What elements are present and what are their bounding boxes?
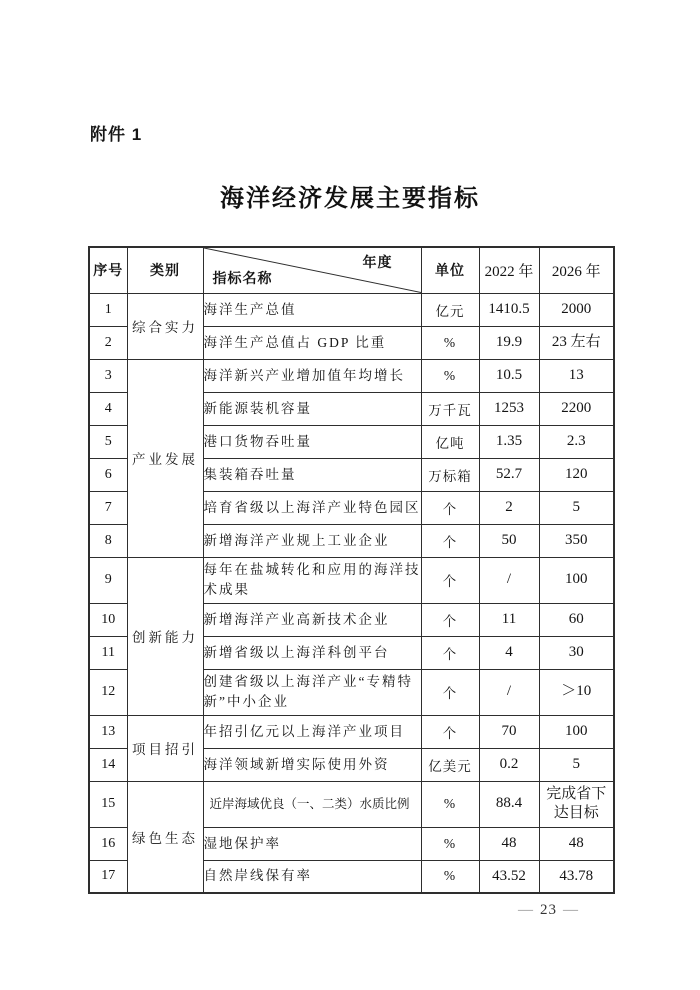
table-row bbox=[89, 359, 614, 392]
unit-cell: 万标箱 bbox=[421, 458, 479, 491]
category-cell: 综合实力 bbox=[127, 293, 203, 359]
page-number bbox=[512, 902, 585, 919]
row-index-cell: 5 bbox=[89, 425, 127, 458]
unit-cell: 个 bbox=[421, 557, 479, 603]
value-2022-cell: 70 bbox=[479, 715, 539, 748]
value-2022-cell: 48 bbox=[479, 827, 539, 860]
value-2026-cell: ＞10 bbox=[539, 669, 614, 715]
header-year-2022: 2022 年 bbox=[479, 247, 539, 293]
row-index-cell: 2 bbox=[89, 326, 127, 359]
indicator-cell: 海洋生产总值占 GDP 比重 bbox=[203, 326, 421, 359]
value-2022-cell: 11 bbox=[479, 603, 539, 636]
indicator-cell: 新增海洋产业高新技术企业 bbox=[203, 603, 421, 636]
indicators-table bbox=[88, 246, 615, 894]
value-2022-cell: 19.9 bbox=[479, 326, 539, 359]
row-index-cell: 17 bbox=[89, 860, 127, 893]
unit-cell: 个 bbox=[421, 603, 479, 636]
value-2022-cell: 0.2 bbox=[479, 748, 539, 781]
value-2022-cell: / bbox=[479, 557, 539, 603]
category-cell: 绿色生态 bbox=[127, 781, 203, 893]
indicator-cell: 新增海洋产业规上工业企业 bbox=[203, 524, 421, 557]
indicator-cell: 新增省级以上海洋科创平台 bbox=[203, 636, 421, 669]
category-cell: 产业发展 bbox=[127, 359, 203, 557]
value-2026-cell: 350 bbox=[539, 524, 614, 557]
row-index-cell: 16 bbox=[89, 827, 127, 860]
indicator-cell: 自然岸线保有率 bbox=[203, 860, 421, 893]
unit-cell: % bbox=[421, 860, 479, 893]
indicator-cell: 新能源装机容量 bbox=[203, 392, 421, 425]
value-2026-cell: 100 bbox=[539, 557, 614, 603]
value-2022-cell: 52.7 bbox=[479, 458, 539, 491]
indicator-cell: 港口货物吞吐量 bbox=[203, 425, 421, 458]
unit-cell: % bbox=[421, 781, 479, 827]
row-index-cell: 7 bbox=[89, 491, 127, 524]
header-unit: 单位 bbox=[421, 247, 479, 293]
header-index: 序号 bbox=[89, 247, 127, 293]
value-2026-cell: 2200 bbox=[539, 392, 614, 425]
value-2022-cell: 10.5 bbox=[479, 359, 539, 392]
unit-cell: 万千瓦 bbox=[421, 392, 479, 425]
attachment-label: 附件 1 bbox=[90, 125, 143, 144]
row-index-cell: 13 bbox=[89, 715, 127, 748]
page-number-dash-right: — bbox=[563, 902, 579, 918]
unit-cell: 亿美元 bbox=[421, 748, 479, 781]
indicator-cell: 培育省级以上海洋产业特色园区 bbox=[203, 491, 421, 524]
table-row bbox=[89, 293, 614, 326]
indicator-cell: 集装箱吞吐量 bbox=[203, 458, 421, 491]
value-2026-cell: 100 bbox=[539, 715, 614, 748]
value-2022-cell: 1253 bbox=[479, 392, 539, 425]
row-index-cell: 14 bbox=[89, 748, 127, 781]
row-index-cell: 15 bbox=[89, 781, 127, 827]
unit-cell: 个 bbox=[421, 636, 479, 669]
value-2022-cell: 1410.5 bbox=[479, 293, 539, 326]
unit-cell: % bbox=[421, 359, 479, 392]
indicator-cell: 年招引亿元以上海洋产业项目 bbox=[203, 715, 421, 748]
indicator-cell: 近岸海域优良（一、二类）水质比例 bbox=[203, 781, 421, 827]
value-2026-cell: 60 bbox=[539, 603, 614, 636]
unit-cell: 个 bbox=[421, 715, 479, 748]
value-2026-cell: 完成省下达目标 bbox=[539, 781, 614, 827]
value-2026-cell: 30 bbox=[539, 636, 614, 669]
value-2022-cell: 43.52 bbox=[479, 860, 539, 893]
indicator-cell: 创建省级以上海洋产业“专精特新”中小企业 bbox=[203, 669, 421, 715]
value-2026-cell: 5 bbox=[539, 491, 614, 524]
value-2022-cell: / bbox=[479, 669, 539, 715]
value-2022-cell: 88.4 bbox=[479, 781, 539, 827]
value-2026-cell: 48 bbox=[539, 827, 614, 860]
value-2022-cell: 2 bbox=[479, 491, 539, 524]
row-index-cell: 1 bbox=[89, 293, 127, 326]
row-index-cell: 8 bbox=[89, 524, 127, 557]
unit-cell: % bbox=[421, 827, 479, 860]
table-header-row bbox=[89, 247, 614, 293]
value-2026-cell: 120 bbox=[539, 458, 614, 491]
row-index-cell: 6 bbox=[89, 458, 127, 491]
value-2022-cell: 50 bbox=[479, 524, 539, 557]
value-2026-cell: 23 左右 bbox=[539, 326, 614, 359]
page-title: 海洋经济发展主要指标 bbox=[220, 186, 480, 212]
unit-cell: 亿元 bbox=[421, 293, 479, 326]
row-index-cell: 9 bbox=[89, 557, 127, 603]
value-2022-cell: 1.35 bbox=[479, 425, 539, 458]
header-category: 类别 bbox=[127, 247, 203, 293]
page-number-value: 23 bbox=[540, 902, 557, 918]
row-index-cell: 4 bbox=[89, 392, 127, 425]
row-index-cell: 11 bbox=[89, 636, 127, 669]
value-2026-cell: 2.3 bbox=[539, 425, 614, 458]
value-2026-cell: 13 bbox=[539, 359, 614, 392]
category-cell: 创新能力 bbox=[127, 557, 203, 715]
unit-cell: 个 bbox=[421, 491, 479, 524]
row-index-cell: 3 bbox=[89, 359, 127, 392]
value-2026-cell: 43.78 bbox=[539, 860, 614, 893]
unit-cell: 亿吨 bbox=[421, 425, 479, 458]
table-row bbox=[89, 715, 614, 748]
value-2026-cell: 5 bbox=[539, 748, 614, 781]
page-number-dash-left: — bbox=[518, 902, 534, 918]
value-2026-cell: 2000 bbox=[539, 293, 614, 326]
header-year-2026: 2026 年 bbox=[539, 247, 614, 293]
unit-cell: % bbox=[421, 326, 479, 359]
table-row bbox=[89, 557, 614, 603]
category-cell: 项目招引 bbox=[127, 715, 203, 781]
unit-cell: 个 bbox=[421, 524, 479, 557]
header-indicator-label: 指标名称 bbox=[212, 269, 273, 286]
indicator-cell: 海洋新兴产业增加值年均增长 bbox=[203, 359, 421, 392]
value-2022-cell: 4 bbox=[479, 636, 539, 669]
table-row bbox=[89, 781, 614, 827]
indicator-cell: 海洋生产总值 bbox=[203, 293, 421, 326]
indicator-cell: 湿地保护率 bbox=[203, 827, 421, 860]
indicator-cell: 海洋领域新增实际使用外资 bbox=[203, 748, 421, 781]
row-index-cell: 10 bbox=[89, 603, 127, 636]
row-index-cell: 12 bbox=[89, 669, 127, 715]
unit-cell: 个 bbox=[421, 669, 479, 715]
header-year-label: 年度 bbox=[362, 254, 393, 270]
header-indicator-year-cell bbox=[203, 247, 421, 293]
indicator-cell: 每年在盐城转化和应用的海洋技术成果 bbox=[203, 557, 421, 603]
